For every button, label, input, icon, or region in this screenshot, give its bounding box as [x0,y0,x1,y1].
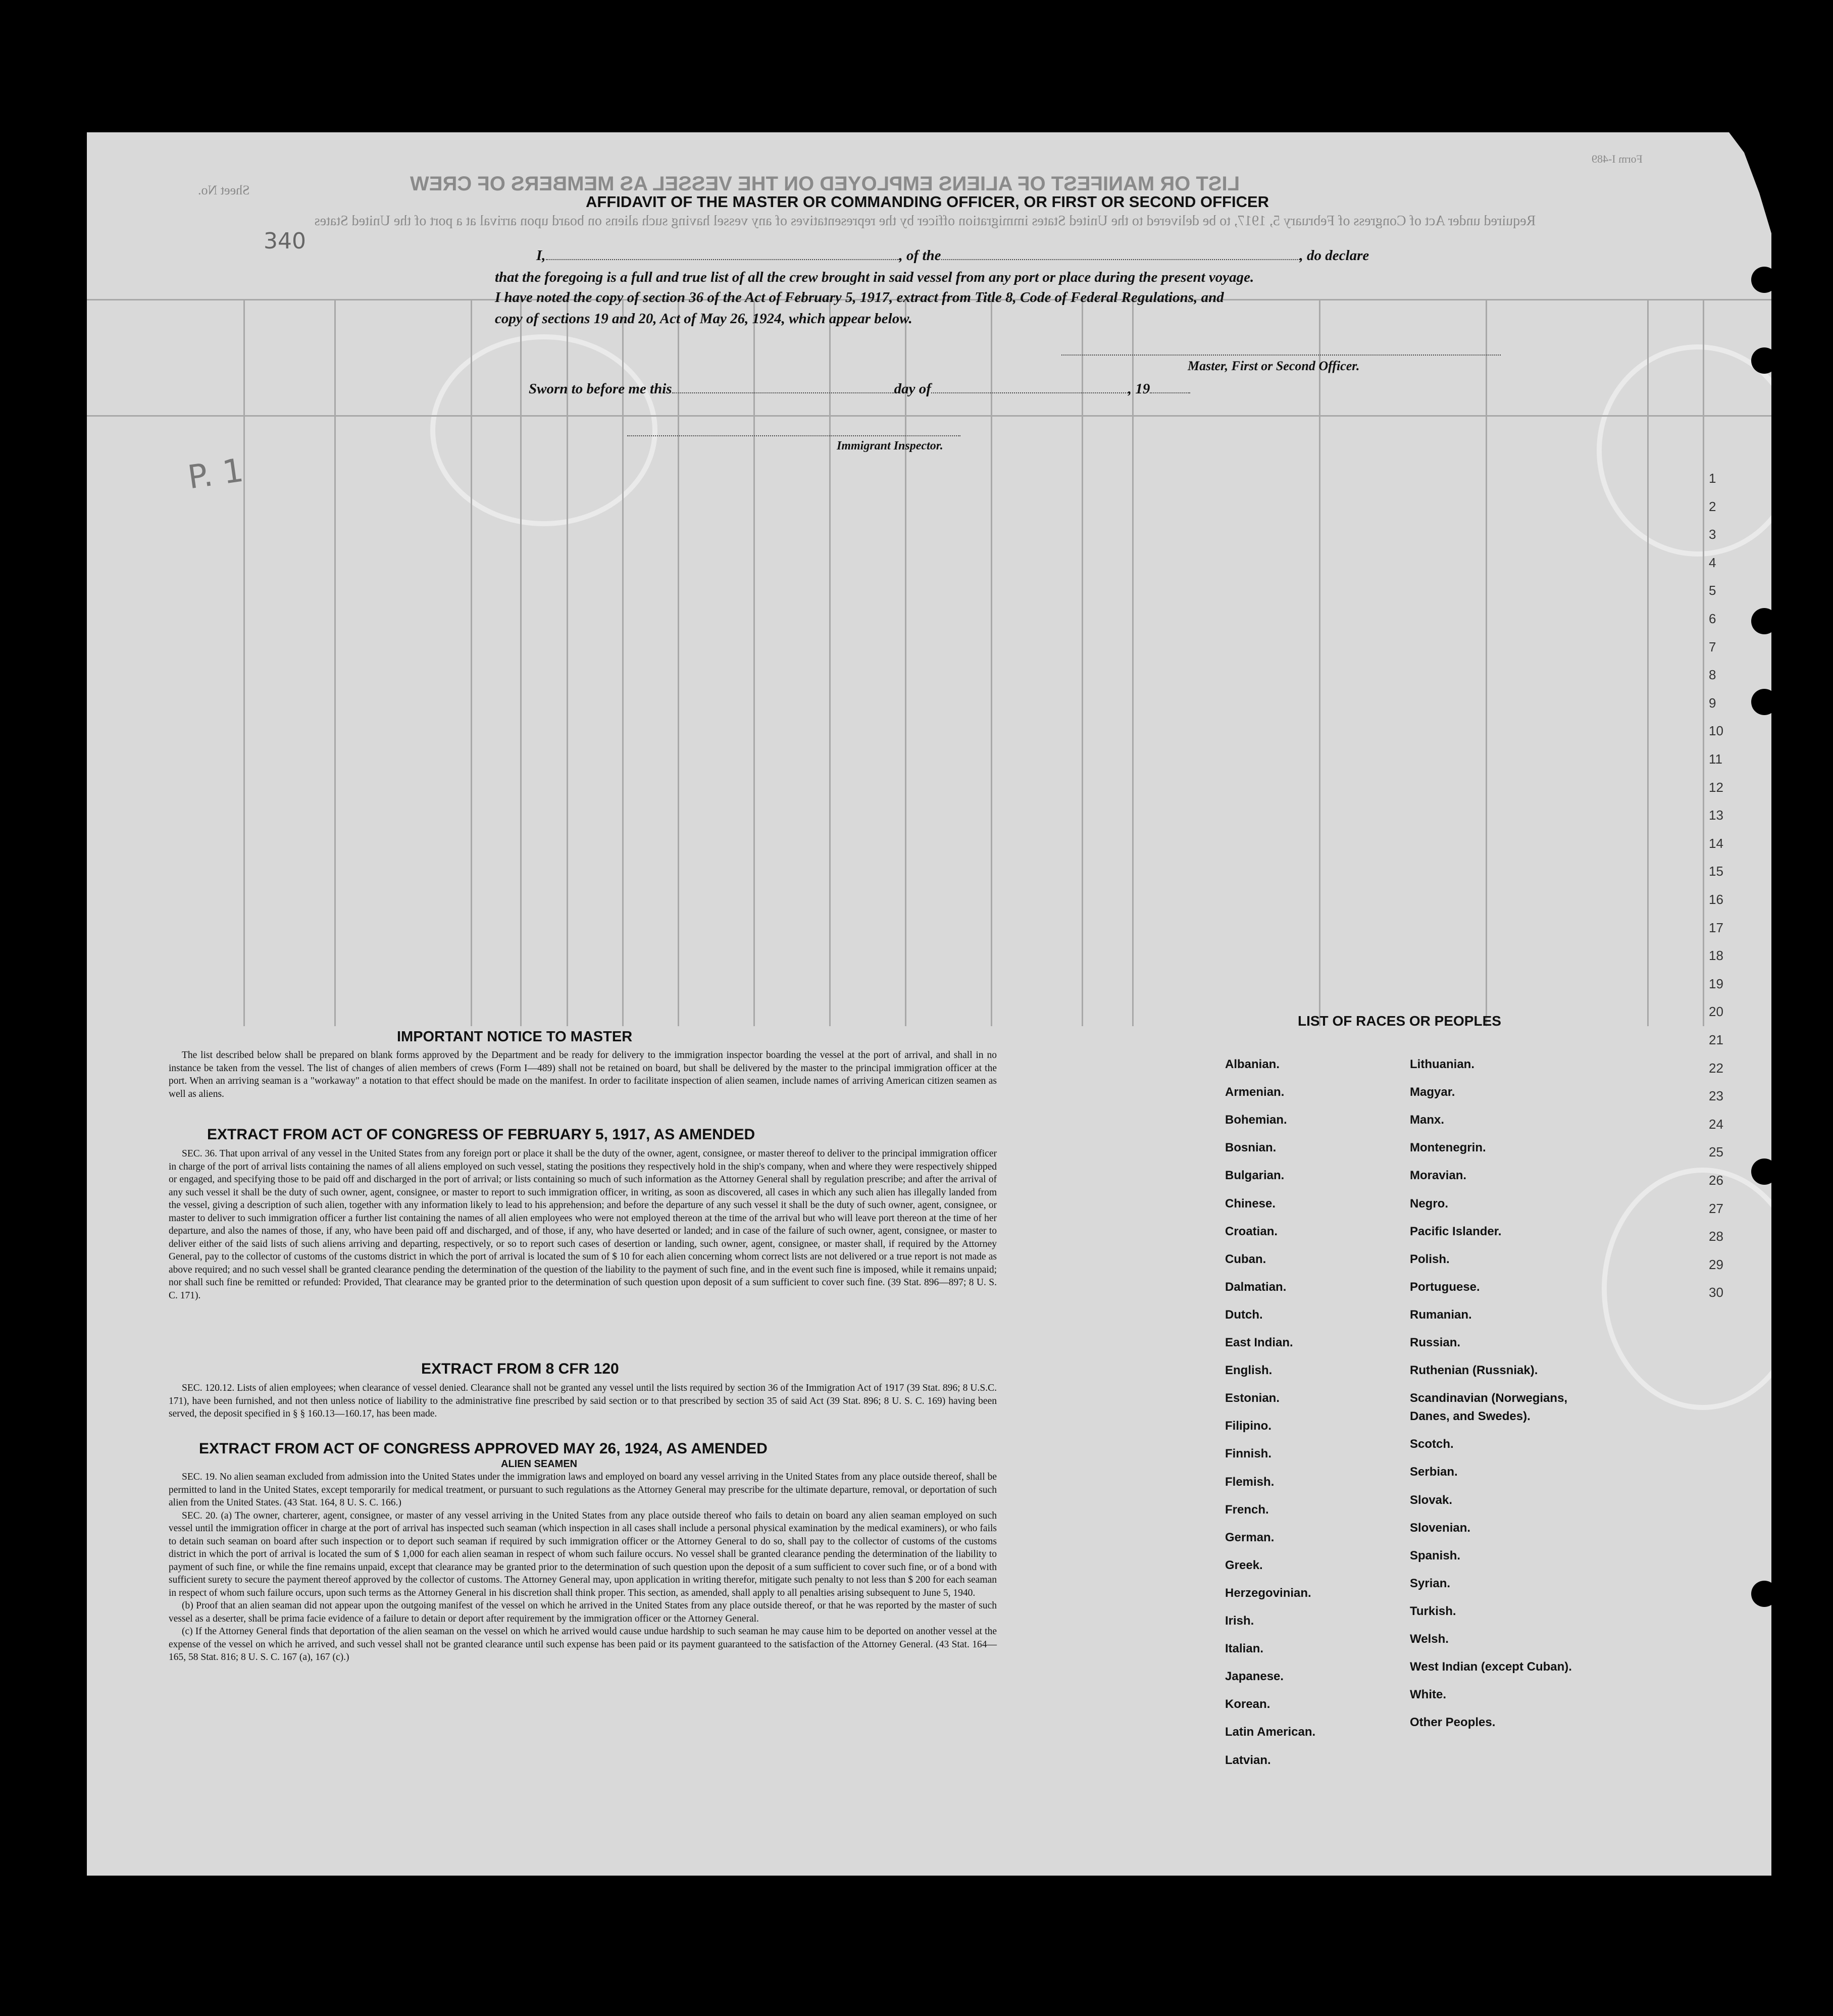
race-item: Manx. [1410,1113,1445,1127]
master-label: Master, First or Second Officer. [1188,359,1360,373]
manifest-sheet [87,132,1771,1876]
notice-paragraph: The list described below shall be prepared on blank forms approved by the Department and be ready for delivery to the immigration inspector boarding the vessel at the port of arrival, and shall in no instance be taken from the vessel. The list of changes of alien members of crews (Form I—489) shall not be retained on board, but shall be delivered by the master to the principal immigration officer at the port. When an arriving seaman is a "workaway" a notation to that effect should be made on the manifest. In order to facilitate inspection of alien seamen, include names of arriving American citizen seamen as well as aliens. [169,1050,997,1099]
binder-hole [1751,1158,1777,1185]
extract-cfr-title: EXTRACT FROM 8 CFR 120 [421,1360,619,1377]
extract-1924-subtitle: ALIEN SEAMEN [501,1458,578,1470]
race-item: Latvian. [1225,1753,1271,1767]
row-number: 8 [1709,667,1716,683]
race-item: Estonian. [1225,1391,1280,1405]
binder-hole [1751,1581,1777,1607]
race-item: Ruthenian (Russniak). [1410,1364,1538,1378]
row-number: 26 [1709,1173,1723,1188]
race-item: Spanish. [1410,1548,1461,1563]
mirrored-form-no: Form I-489 [1592,153,1643,165]
grid-line [87,415,1771,417]
extract-1924-title: EXTRACT FROM ACT OF CONGRESS APPROVED MAY 26, 1924, AS AMENDED [199,1440,768,1457]
row-number: 16 [1709,892,1723,907]
race-item: Scandinavian (Norwegians, [1410,1391,1568,1405]
row-number: 10 [1709,723,1723,739]
year-label: , 19 [1128,381,1150,397]
race-item: English. [1225,1364,1272,1378]
row-number: 24 [1709,1116,1723,1132]
grid-line [678,299,679,1026]
grid-line [622,299,624,1026]
race-item: Dalmatian. [1225,1280,1287,1294]
race-item: Bosnian. [1225,1141,1277,1155]
row-number: 6 [1709,611,1716,626]
grid-line [567,299,568,1026]
row-number: 17 [1709,920,1723,935]
race-item: Serbian. [1410,1465,1458,1479]
extract-1924-body [169,1471,997,1664]
race-item: Welsh. [1410,1632,1449,1646]
grid-line [1319,299,1320,1026]
race-item: Slovenian. [1410,1521,1471,1535]
inspector-label: Immigrant Inspector. [837,439,943,452]
extract-cfr-body [169,1382,997,1421]
grid-line [1082,299,1083,1026]
race-item: Polish. [1410,1252,1450,1266]
grid-line [471,299,472,1026]
vessel-field[interactable] [941,248,1300,260]
sworn-line [529,381,1190,397]
race-item: Irish. [1225,1614,1254,1628]
race-item: Negro. [1410,1196,1449,1211]
grid-line [334,299,336,1026]
race-item: Montenegrin. [1410,1141,1486,1155]
race-item: Danes, and Swedes). [1410,1409,1531,1424]
race-item: Bohemian. [1225,1113,1287,1127]
race-item: Moravian. [1410,1169,1467,1183]
grid-line [829,299,831,1026]
race-item: Flemish. [1225,1475,1275,1489]
extract-1917-paragraph: SEC. 36. That upon arrival of any vessel in the United States from any foreign port or place it shall be the duty of the owner, agent, consignee, or master thereof to deliver to the principal immigration officer in charge of the port of arrival lists containing the names of all aliens employed on such vessel, stating the positions they respectively hold in the ship's company, when and where they were respectively shipped or engaged, and specifying those to be paid off and discharged in the port of arrival; or lists containing so much of such information as the Attorney General shall by regulation prescribe; and after the arrival of any such vessel it shall be the duty of such owner, agent, consignee, or master to report to such immigration officer, in writing, as soon as discovered, all cases in which any such alien has illegally landed from the vessel, giving a description of such alien, together with any information likely to lead to his apprehension; and before the departure of any such vessel it shall be the duty of such owner, agent, consignee, or master to deliver to such immigration officer a further list containing the names of all alien employees who were not employed thereon at the time of the arrival but who will leave port thereon at the time of her departure, and also the names of those, if any, who have been paid off and discharged, and of those, if any, who have deserted or landed; and in case of the failure of such owner, agent, consignee, or master to deliver either of the said lists of such aliens arriving and departing, respectively, or so to report such cases of desertion or landing, such owner, agent, consignee, or master shall, if required by the Attorney General, pay to the collector of customs of the customs district in which the port of arrival is located the sum of $ 10 for each alien concerning whom correct lists are not delivered or a true report is not made as above required; and no such vessel shall be granted clearance pending the determination of the question of the liability to the payment of such fine, and in the event such fine is imposed, while it remains unpaid; nor shall such fine be remitted or refunded: Provided, That clearance may be granted prior to the determination of such question upon deposit of a sum sufficient to cover such fine. (39 Stat. 896—897; 8 U. S. C. 171). [169,1148,997,1301]
row-number: 29 [1709,1256,1723,1272]
row-number: 28 [1709,1229,1723,1244]
extract-1917-title: EXTRACT FROM ACT OF CONGRESS OF FEBRUARY 5, 1917, AS AMENDED [207,1126,755,1143]
race-item: French. [1225,1502,1269,1517]
row-number: 1 [1709,471,1716,486]
grid-line [1486,299,1487,1026]
initials-handwritten: P. 1 [185,451,246,497]
grid-line [1647,299,1649,1026]
row-number: 20 [1709,1004,1723,1020]
extract-1917-body [169,1147,997,1302]
race-item: Japanese. [1225,1670,1284,1684]
race-item: Magyar. [1410,1085,1455,1099]
grid-line [905,299,906,1026]
row-number: 7 [1709,639,1716,654]
grid-line [1132,299,1134,1026]
row-number: 4 [1709,555,1716,570]
row-number: 27 [1709,1200,1723,1216]
grid-line [991,299,992,1026]
sworn-label: Sworn to before me this [529,381,672,397]
notice-title: IMPORTANT NOTICE TO MASTER [397,1029,633,1045]
affidavit-line-2: that the foregoing is a full and true list of all the crew brought in said vessel from any port or place during the present voyage. [495,269,1254,285]
grid-line [243,299,245,1026]
race-item: White. [1410,1688,1446,1702]
row-number: 22 [1709,1060,1723,1076]
row-number: 11 [1709,751,1722,767]
faded-stamp-right-top [1597,344,1771,557]
inspector-signature-line[interactable] [627,435,960,436]
race-item: Korean. [1225,1697,1270,1711]
binder-hole [1751,347,1777,374]
race-item: Slovak. [1410,1493,1453,1507]
row-number: 23 [1709,1088,1723,1104]
binder-hole [1751,267,1777,293]
race-item: Rumanian. [1410,1307,1472,1322]
row-number: 5 [1709,583,1716,598]
grid-line [520,299,522,1026]
race-item: Cuban. [1225,1252,1266,1266]
race-item: West Indian (except Cuban). [1410,1660,1572,1674]
affidavit-line-3: I have noted the copy of section 36 of the Act of February 5, 1917, extract from Title 8, Code of Federal Regulations, and [495,289,1224,306]
races-title: LIST OF RACES OR PEOPLES [1298,1013,1501,1029]
affidavit-i-label: I, [536,247,546,264]
year-field[interactable] [1150,381,1190,393]
race-item: Croatian. [1225,1224,1278,1238]
race-item: Portuguese. [1410,1280,1480,1294]
race-item: Bulgarian. [1225,1169,1285,1183]
race-item: Dutch. [1225,1307,1263,1322]
grid-line [1703,299,1704,1026]
race-item: Other Peoples. [1410,1716,1496,1730]
affidavit-title: AFFIDAVIT OF THE MASTER OR COMMANDING OFFICER, OR FIRST OR SECOND OFFICER [586,193,1269,211]
race-item: Russian. [1410,1336,1461,1349]
affidavit-of-label: , of the [899,247,941,264]
race-item: Albanian. [1225,1057,1280,1071]
extract-1924-sec20b: (b) Proof that an alien seaman did not appear upon the outgoing manifest of the vessel on which he arrived in the United States from any place outside thereof, or that he was reported by the master of such vessel as a deserter, shall be prima facie evidence of a failure to detain or deport after requirement by the immigration officer or the Attorney General. [169,1600,997,1624]
grid-line [753,299,755,1026]
day-field[interactable] [672,381,894,393]
race-item: Lithuanian. [1410,1057,1474,1071]
month-field[interactable] [931,381,1128,393]
row-number: 18 [1709,948,1723,964]
row-number: 25 [1709,1144,1723,1160]
row-number: 15 [1709,864,1723,879]
race-item: Greek. [1225,1558,1263,1572]
race-item: Scotch. [1410,1437,1454,1451]
row-number: 21 [1709,1032,1723,1047]
race-item: Finnish. [1225,1447,1271,1461]
affidavit-line-1 [536,247,1369,264]
affidavit-line-4: copy of sections 19 and 20, Act of May 26, 1924, which appear below. [495,311,912,327]
row-number: 13 [1709,808,1723,823]
mirrored-sheet-no: Sheet No. [198,183,250,197]
race-item: Pacific Islander. [1410,1224,1502,1238]
row-number: 2 [1709,498,1716,514]
race-item: Syrian. [1410,1576,1451,1590]
row-number: 3 [1709,527,1716,542]
race-item: Armenian. [1225,1085,1285,1099]
race-item: East Indian. [1225,1336,1293,1349]
row-number: 12 [1709,779,1723,795]
race-item: German. [1225,1530,1275,1544]
race-item: Filipino. [1225,1419,1271,1433]
extract-1924-sec20a: SEC. 20. (a) The owner, charterer, agent, consignee, or master of any vessel arriving in the United States from any place outside thereof who fails to detain on board any alien seaman employed on such vessel until the immigration officer in charge at the port of arrival has inspected such seaman (which inspection in all cases shall include a personal physical examination by the medical examiners), or who fails to detain such seaman on board after such inspection or to deport such seaman if required by such immigration officer or the Attorney General to do so, shall pay to the collector of customs of the customs district in which the port of arrival is located the sum of $ 1,000 for each alien seaman in respect of whom such failure occurs. No vessel shall be granted clearance pending the determination of the liability to payment of such fine, or while the fine remains unpaid, except that clearance may be granted prior to the determination of such question upon the deposit of a sum sufficient to cover such fine, or of a bond with sufficient surety to secure the payment thereof approved by the collector of customs. The Attorney General may, upon application in writing therefor, mitigate such penalty to not less than $ 200 for each seaman in respect of whom such failure occurs, upon such terms as the Attorney General in his discretion shall think proper. This section, as amended, shall apply to all penalties arising subsequent to June 5, 1940. [169,1510,997,1598]
row-number: 30 [1709,1285,1723,1300]
mirrored-manifest-title: LIST OR MANIFEST OF ALIENS EMPLOYED ON THE VESSEL AS MEMBERS OF CREW [410,173,1240,195]
binder-hole [1751,608,1777,634]
faded-stamp-right-bottom [1602,1168,1771,1410]
extract-1924-sec19: SEC. 19. No alien seaman excluded from admission into the United States under the immigration laws and employed on board any vessel arriving in the United States from any place outside thereof, shall be permitted to land in the United States, except temporarily for medical treatment, or pursuant to such regulations as the Attorney General may prescribe for the ultimate departure, removal, or deportation of such alien from the United States. (43 Stat. 164, 8 U. S. C. 166.) [169,1472,997,1508]
binder-hole [1751,689,1777,715]
extract-1924-sec20c: (c) If the Attorney General finds that deportation of the alien seaman on the vessel on which he arrived would cause undue hardship to such seaman he may cause him to be deported on another vessel at the expense of the vessel on which he arrived, and such vessel shall not be granted clearance until such expense has been paid or its payment guaranteed to the satisfaction of the Attorney General. (43 Stat. 164—165, 58 Stat. 816; 8 U. S. C. 167 (a), 167 (c).) [169,1626,997,1662]
race-item: Herzegovinian. [1225,1586,1311,1600]
race-item: Latin American. [1225,1725,1316,1739]
master-signature-line[interactable] [1061,355,1501,356]
affidavit-declare-label: , do declare [1299,247,1369,264]
day-of-label: day of [894,381,931,397]
mirrored-manifest-subtitle: Required under Act of Congress of February 5, 1917, to be delivered to the United States immigration officer by the representatives of any vessel having such aliens on board upon arrival at a port of the United States [314,213,1536,229]
race-item: Chinese. [1225,1196,1276,1211]
name-field[interactable] [546,248,899,260]
row-number: 9 [1709,695,1716,711]
row-number: 14 [1709,835,1723,851]
race-item: Italian. [1225,1642,1264,1656]
race-item: Turkish. [1410,1604,1456,1618]
notice-body [169,1049,997,1100]
extract-cfr-paragraph: SEC. 120.12. Lists of alien employees; when clearance of vessel denied. Clearance shall not be granted any vessel until the lists required by section 36 of the Immigration Act of 1917 (39 Stat. 896; 8 U.S.C. 171), have been furnished, and not then unless notice of liability to the administrative fine prescribed by said section or to that prescribed by section 35 of said Act (39 Stat. 896; 8 U. S. C. 169) having been served, the deposit specified in § § 160.13—160.17, has been made. [169,1383,997,1419]
sheet-number-handwritten: 340 [264,228,306,254]
row-number: 19 [1709,976,1723,991]
